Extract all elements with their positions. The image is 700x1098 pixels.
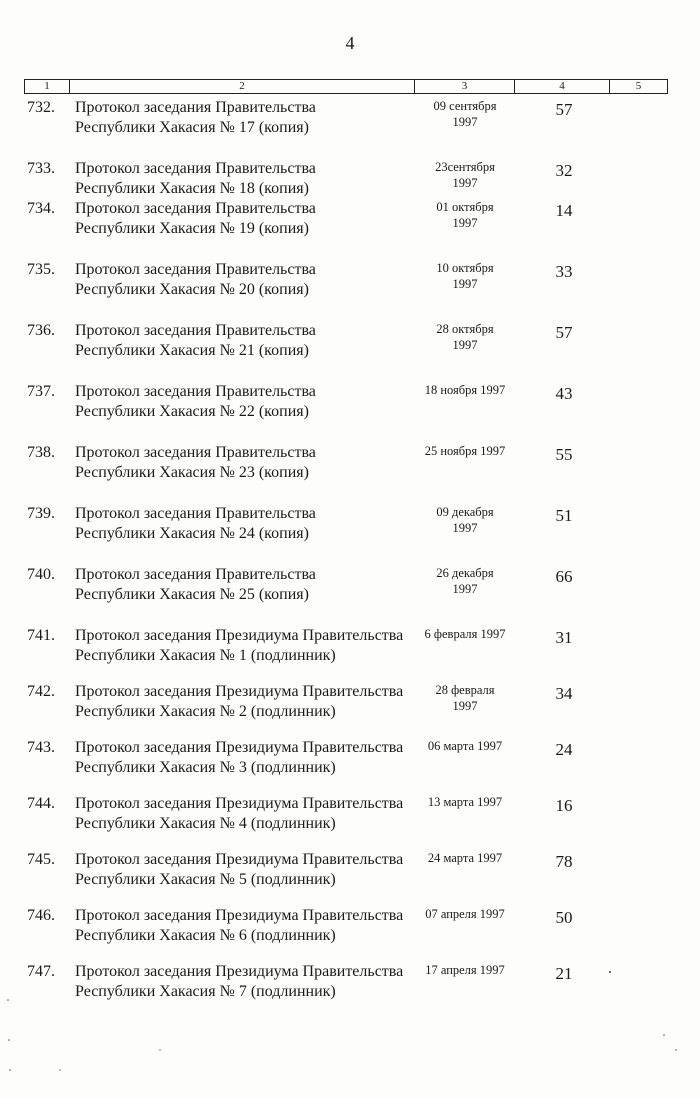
item-number: 736. [27,322,55,339]
item-title-line-2: Республики Хакасия № 17 (копия) [75,119,309,136]
item-title [75,626,425,666]
item-pages: 57 [555,323,573,342]
item-number: 738. [27,444,55,461]
item-title-line-1: Протокол заседания Президиума Правительства [75,683,404,700]
header-col-2: 2 [70,80,415,93]
item-title-line-1: Протокол заседания Президиума Правительства [75,907,404,924]
item-date [415,962,515,978]
item-title-line-1: Протокол заседания Правительства [75,160,316,177]
item-pages: 57 [555,100,573,119]
item-date-line-1: 24 марта 1997 [427,851,503,865]
item-date [415,443,515,459]
item-date-line-1: 25 ноября 1997 [424,444,506,458]
item-title-line-1: Протокол заседания Правительства [75,444,316,461]
item-title [75,794,425,834]
item-date-line-1: 09 декабря [436,505,494,519]
item-pages: 21 [555,964,573,983]
item-date-line-1: 07 апреля 1997 [425,907,505,921]
item-title [75,382,425,422]
item-title [75,565,425,605]
item-number: 746. [27,907,55,924]
item-date-line-2: 1997 [452,115,478,129]
item-number: 743. [27,739,55,756]
header-col-4: 4 [515,80,610,93]
item-date-line-2: 1997 [452,582,478,596]
item-title-line-2: Республики Хакасия № 3 (подлинник) [75,759,336,776]
item-title-line-1: Протокол заседания Правительства [75,383,316,400]
item-number: 737. [27,383,55,400]
list-item [0,626,700,672]
item-date [415,321,515,353]
item-pages: 51 [555,506,573,525]
item-date [415,159,515,191]
item-number: 733. [27,160,55,177]
header-col-3: 3 [415,80,515,93]
item-date [415,794,515,810]
item-pages: 32 [555,161,573,180]
item-title-line-2: Республики Хакасия № 18 (копия) [75,180,309,197]
list-item [0,738,700,784]
item-date-line-1: 26 декабря [436,566,494,580]
item-title-line-2: Республики Хакасия № 19 (копия) [75,220,309,237]
item-title-line-1: Протокол заседания Правительства [75,200,316,217]
item-pages: 50 [555,908,573,927]
header-col-1: 1 [25,80,70,93]
item-date [415,565,515,597]
item-pages: 31 [555,628,573,647]
item-title-line-2: Республики Хакасия № 20 (копия) [75,281,309,298]
item-number: 734. [27,200,55,217]
list-item [0,794,700,840]
item-number: 744. [27,795,55,812]
item-title-line-2: Республики Хакасия № 2 (подлинник) [75,703,336,720]
item-date [415,504,515,536]
item-date-line-1: 28 октября [436,322,494,336]
item-title-line-1: Протокол заседания Правительства [75,99,316,116]
item-date-line-2: 1997 [452,338,478,352]
item-title-line-2: Республики Хакасия № 22 (копия) [75,403,309,420]
item-date [415,98,515,130]
list-item [0,98,700,144]
item-title [75,850,425,890]
item-pages: 33 [555,262,573,281]
item-title-line-2: Республики Хакасия № 24 (копия) [75,525,309,542]
item-date-line-1: 17 апреля 1997 [425,963,505,977]
list-item [0,382,700,428]
item-number: 739. [27,505,55,522]
item-pages: 16 [555,796,573,815]
item-title-line-2: Республики Хакасия № 5 (подлинник) [75,871,336,888]
item-date-line-1: 09 сентября [433,99,497,113]
item-number: 735. [27,261,55,278]
item-title-line-2: Республики Хакасия № 23 (копия) [75,464,309,481]
item-title [75,906,425,946]
item-date-line-1: 18 ноября 1997 [424,383,506,397]
item-title-line-1: Протокол заседания Президиума Правительства [75,795,404,812]
item-pages: 14 [555,201,573,220]
item-title-line-1: Протокол заседания Президиума Правительства [75,963,404,980]
item-date-line-2: 1997 [452,216,478,230]
list-item [0,443,700,489]
item-date [415,682,515,714]
header-col-5: 5 [635,80,642,92]
item-title [75,260,425,300]
item-date-line-1: 13 марта 1997 [427,795,503,809]
item-number: 741. [27,627,55,644]
item-date [415,199,515,231]
item-number: 740. [27,566,55,583]
item-title-line-1: Протокол заседания Президиума Правительства [75,851,404,868]
item-title-line-2: Республики Хакасия № 25 (копия) [75,586,309,603]
list-item [0,199,700,245]
list-item [0,906,700,952]
item-title-line-1: Протокол заседания Правительства [75,505,316,522]
list-item [0,504,700,550]
list-item [0,565,700,611]
item-pages: 55 [555,445,573,464]
item-title-line-2: Республики Хакасия № 7 (подлинник) [75,983,336,1000]
item-title [75,682,425,722]
item-pages: 43 [555,384,573,403]
item-title-line-1: Протокол заседания Правительства [75,566,316,583]
item-title-line-1: Протокол заседания Правительства [75,261,316,278]
item-title-line-2: Республики Хакасия № 4 (подлинник) [75,815,336,832]
item-title [75,199,425,239]
list-item [0,321,700,367]
item-date-line-2: 1997 [452,176,478,190]
item-date-line-2: 1997 [452,699,478,713]
item-title-line-1: Протокол заседания Правительства [75,322,316,339]
item-title-line-2: Республики Хакасия № 1 (подлинник) [75,647,336,664]
item-date [415,626,515,642]
list-item [0,260,700,306]
item-title-line-2: Республики Хакасия № 6 (подлинник) [75,927,336,944]
item-title [75,504,425,544]
list-item [0,850,700,896]
item-title [75,321,425,361]
item-pages: 34 [555,684,573,703]
item-date-line-2: 1997 [452,521,478,535]
item-date-line-1: 10 октября [436,261,494,275]
item-pages: 66 [555,567,573,586]
item-date-line-1: 6 февраля 1997 [424,627,506,641]
item-number: 747. [27,963,55,980]
item-title-line-1: Протокол заседания Президиума Правительства [75,739,404,756]
item-date [415,906,515,922]
page-number: 4 [345,33,355,53]
item-title [75,98,425,138]
item-title-line-1: Протокол заседания Президиума Правительства [75,627,404,644]
item-date [415,260,515,292]
item-number: 732. [27,99,55,116]
item-title [75,738,425,778]
item-date-line-1: 06 марта 1997 [427,739,503,753]
item-date-line-1: 23сентября [435,160,495,174]
item-pages: 24 [555,740,573,759]
item-date [415,738,515,754]
item-number: 742. [27,683,55,700]
item-date-line-1: 01 октября [436,200,494,214]
item-title [75,443,425,483]
list-item [0,682,700,728]
list-item [0,962,700,1008]
item-title-line-2: Республики Хакасия № 21 (копия) [75,342,309,359]
item-pages: 78 [555,852,573,871]
item-date [415,382,515,398]
item-date [415,850,515,866]
item-title [75,159,425,199]
table-header [24,79,668,94]
item-date-line-1: 28 февраля [435,683,495,697]
item-title [75,962,425,1002]
item-date-line-2: 1997 [452,277,478,291]
item-number: 745. [27,851,55,868]
